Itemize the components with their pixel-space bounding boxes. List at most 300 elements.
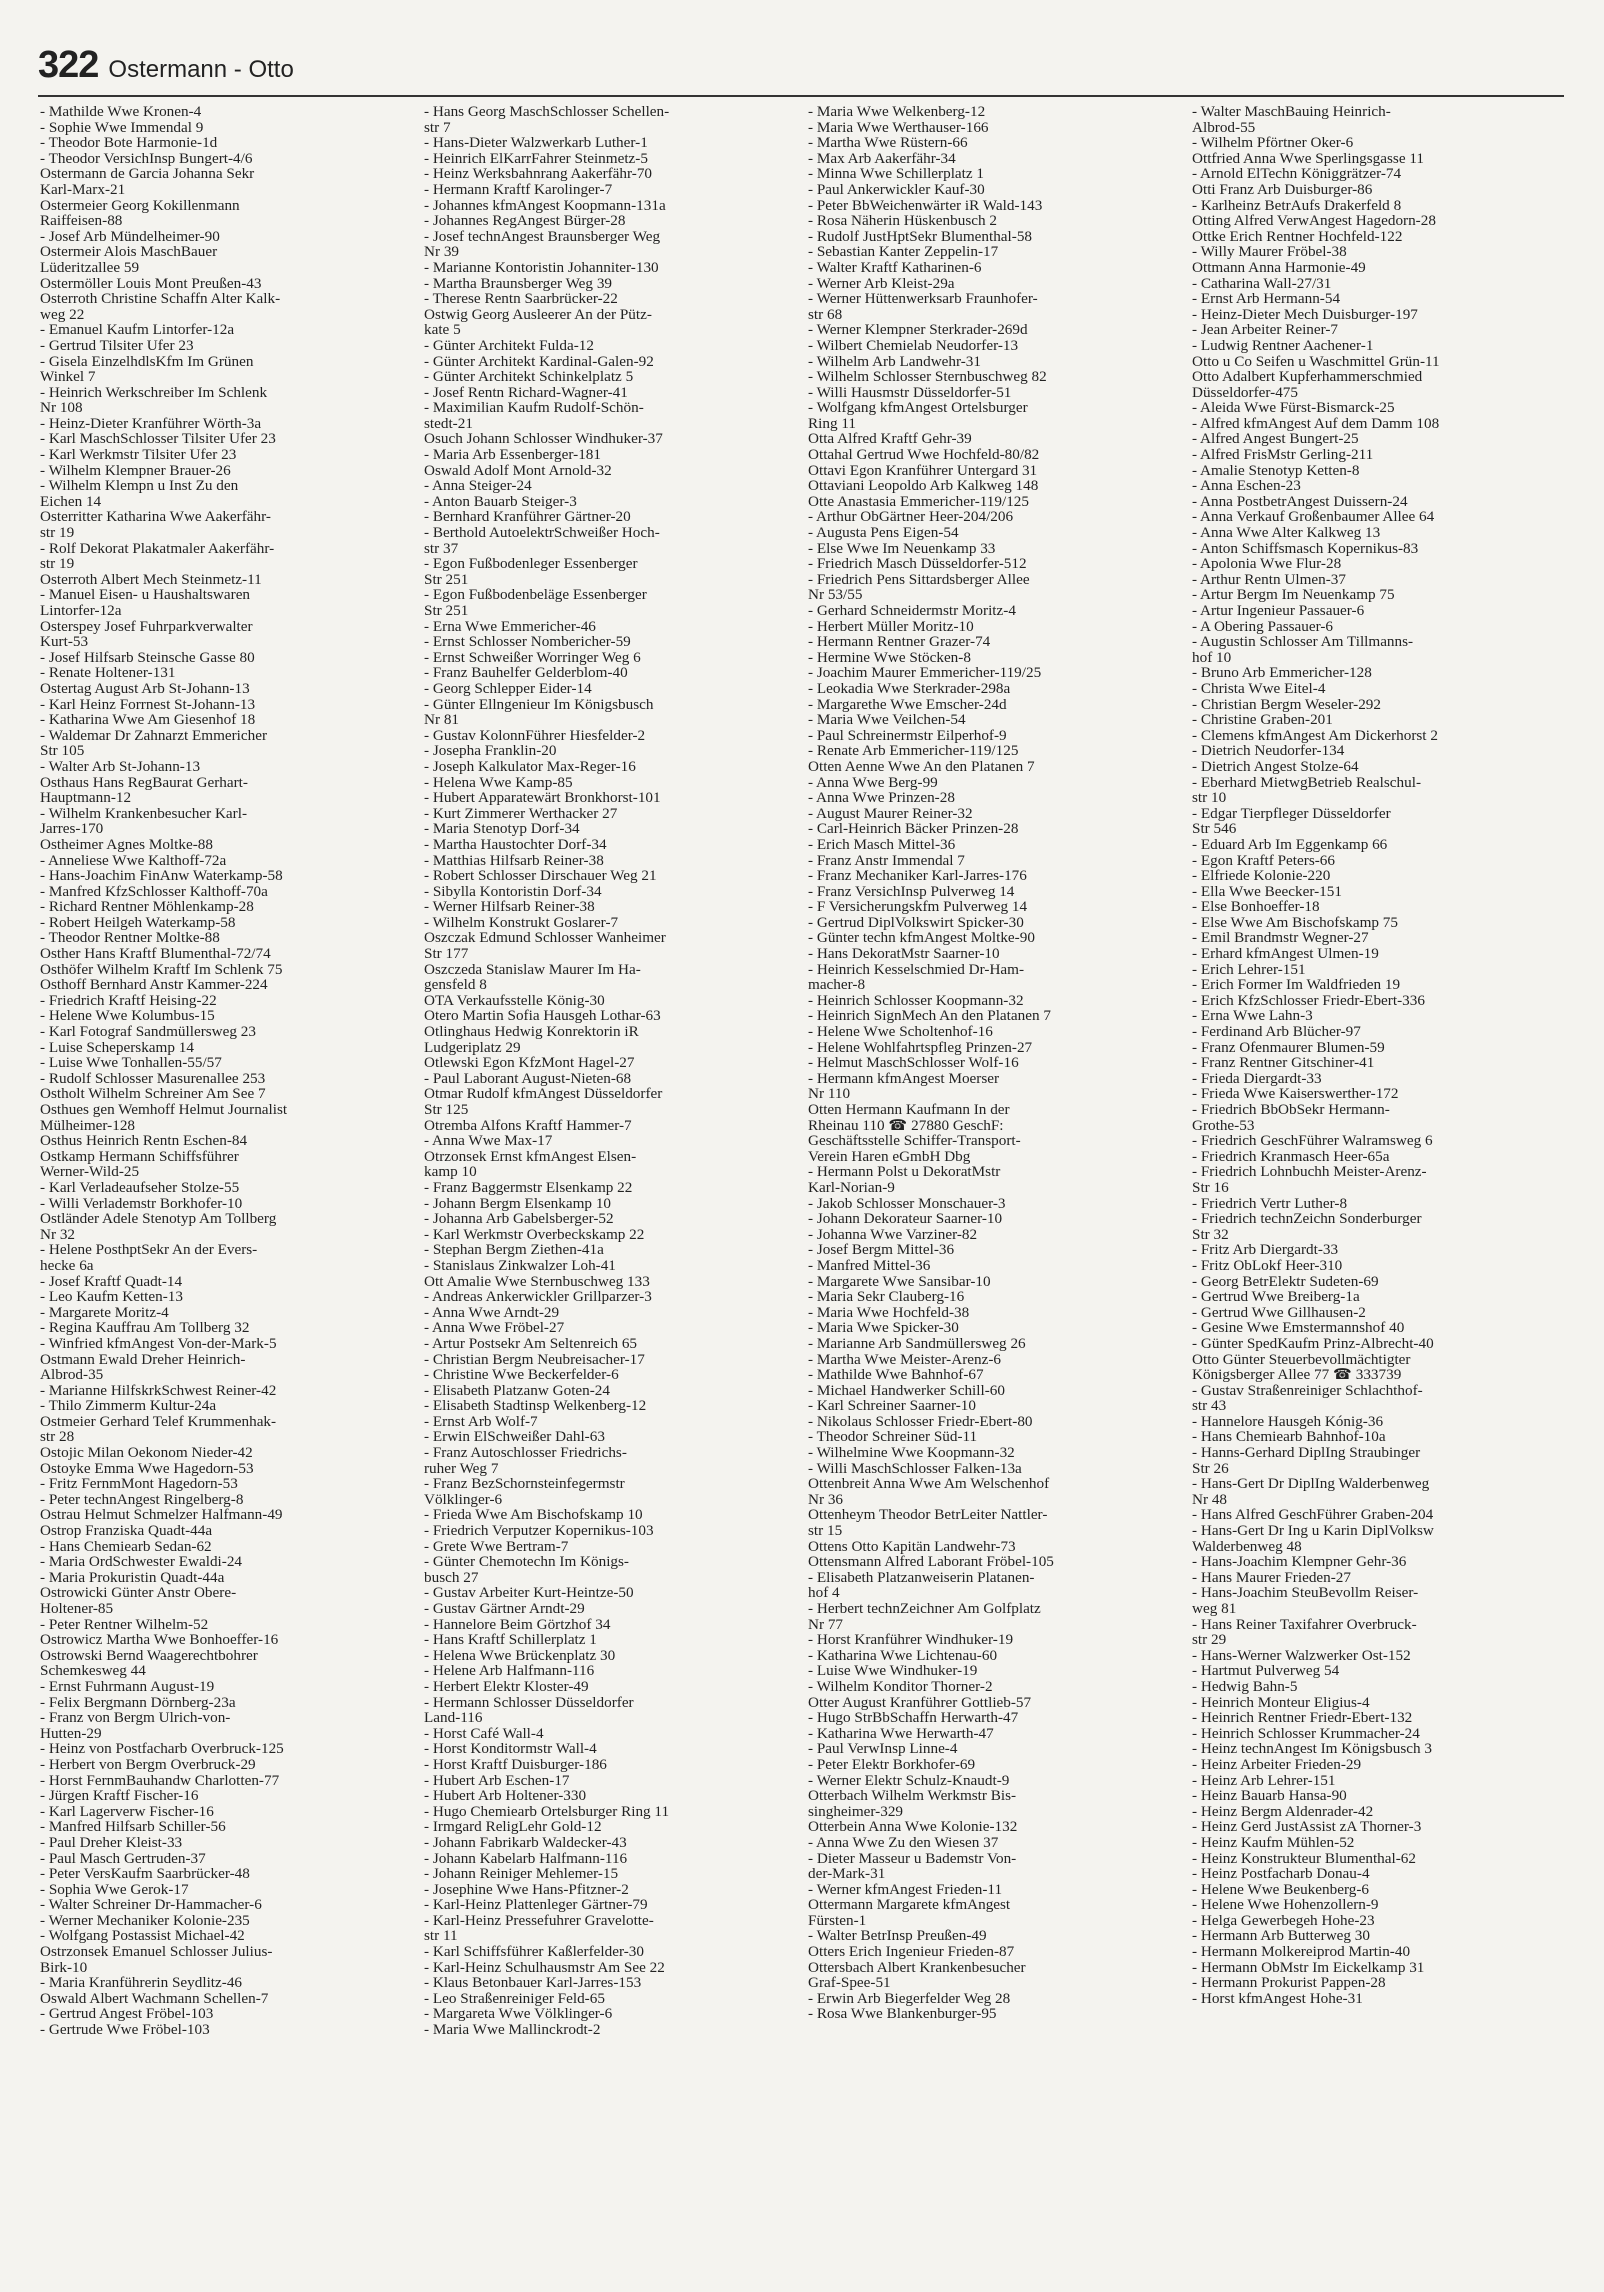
- directory-entry: - Theodor Bote Harmonie-1d: [40, 135, 218, 151]
- directory-entry: - Helene Wwe Scholtenhof-16: [808, 1024, 993, 1040]
- directory-entry: - Horst kfmAngest Hohe-31: [1192, 1990, 1363, 2007]
- directory-entry: Winkel 7: [40, 369, 96, 385]
- directory-entry: - Günter techn kfmAngest Moltke-90: [808, 930, 1035, 947]
- directory-entry: - Helene Wwe Beukenberg-6: [1192, 1881, 1369, 1898]
- directory-entry: Osterritter Katharina Wwe Aakerfähr-: [40, 509, 271, 526]
- directory-entry: Geschäftsstelle Schiffer-Transport-: [808, 1133, 1021, 1149]
- directory-entry: hof 4: [808, 1585, 840, 1601]
- directory-entry: - Herbert Müller Moritz-10: [808, 618, 974, 635]
- directory-entry: - Jürgen Kraftf Fischer-16: [40, 1788, 199, 1804]
- directory-entry: - Sibylla Kontoristin Dorf-34: [424, 883, 602, 900]
- directory-entry: - Manfred Hilfsarb Schiller-56: [40, 1819, 226, 1835]
- directory-entry: - Walter Schreiner Dr-Hammacher-6: [40, 1897, 262, 1913]
- directory-entry: Werner-Wild-25: [40, 1164, 140, 1180]
- directory-entry: - Gerhard Schneidermstr Moritz-4: [808, 603, 1016, 619]
- directory-entry: Ostrowicki Günter Anstr Obere-: [40, 1585, 237, 1601]
- directory-entry: - Hans-Dieter Walzwerkarb Luther-1: [424, 135, 648, 151]
- directory-entry: - Erhard kfmAngest Ulmen-19: [1192, 946, 1379, 962]
- directory-entry: - Hartmut Pulverweg 54: [1192, 1663, 1340, 1679]
- directory-entry: - Heinz Kaufm Mühlen-52: [1192, 1834, 1355, 1851]
- directory-entry: - Willi MaschSchlosser Falken-13a: [808, 1460, 1022, 1477]
- directory-entry: Ottfried Anna Wwe Sperlingsgasse 11: [1192, 150, 1424, 167]
- directory-entry: Str 105: [40, 743, 85, 759]
- directory-entry: - Friedrich BbObSekr Hermann-: [1192, 1102, 1390, 1118]
- directory-entry: - Frieda Wwe Kaiserswerther-172: [1192, 1086, 1399, 1102]
- directory-entry: weg 22: [40, 306, 85, 323]
- directory-entry: - Rolf Dekorat Plakatmaler Aakerfähr-: [40, 540, 275, 557]
- directory-entry: macher-8: [808, 977, 866, 993]
- directory-entry: - Peter technAngest Ringelberg-8: [40, 1491, 244, 1508]
- directory-entry: Str 125: [424, 1102, 469, 1118]
- directory-entry: Hauptmann-12: [40, 790, 132, 806]
- directory-entry: - Robert Heilgeh Waterkamp-58: [40, 914, 236, 931]
- directory-entry: Ostrowicz Martha Wwe Bonhoeffer-16: [40, 1632, 279, 1648]
- directory-entry: busch 27: [424, 1569, 479, 1586]
- directory-entry: - Willy Maurer Fröbel-38: [1192, 244, 1347, 260]
- directory-entry: Eichen 14: [40, 493, 102, 510]
- directory-entry: - Leo Straßenreiniger Feld-65: [424, 1990, 605, 2007]
- directory-entry: gensfeld 8: [424, 977, 487, 993]
- directory-entry: - Gertrud Angest Fröbel-103: [40, 2006, 214, 2023]
- directory-entry: - Theodor Schreiner Süd-11: [808, 1429, 978, 1446]
- directory-entry: - Josef technAngest Braunsberger Weg: [424, 228, 661, 245]
- directory-entry: - August Maurer Reiner-32: [808, 805, 973, 822]
- directory-entry: - Anna Wwe Zu den Wiesen 37: [808, 1834, 999, 1851]
- directory-entry: - Frieda Wwe Am Bischofskamp 10: [424, 1507, 643, 1524]
- directory-entry: - Joseph Kalkulator Max-Reger-16: [424, 758, 636, 775]
- directory-entry: str 19: [40, 556, 75, 572]
- directory-entry: - Erich Masch Mittel-36: [808, 836, 956, 853]
- directory-entry: - Josef Kraftf Quadt-14: [40, 1273, 183, 1290]
- directory-entry: - Karlheinz BetrAufs Drakerfeld 8: [1192, 197, 1402, 214]
- directory-entry: - Anna PostbetrAngest Duissern-24: [1192, 493, 1408, 510]
- column-3: [808, 104, 1170, 2022]
- directory-entry: - Franz BezSchornsteinfegermstr: [424, 1476, 625, 1492]
- directory-entry: - Erna Wwe Lahn-3: [1192, 1008, 1313, 1025]
- directory-entry: - Anna Wwe Arndt-29: [424, 1304, 560, 1321]
- directory-entry: - Fritz FernmMont Hagedorn-53: [40, 1476, 238, 1492]
- directory-entry: - Martha Haustochter Dorf-34: [424, 836, 607, 853]
- directory-entry: - Walter BetrInsp Preußen-49: [808, 1928, 987, 1945]
- directory-entry: - Ferdinand Arb Blücher-97: [1192, 1024, 1361, 1040]
- directory-entry: - Wilhelm Klempner Brauer-26: [40, 462, 231, 479]
- directory-entry: Ostertag August Arb St-Johann-13: [40, 680, 250, 697]
- directory-entry: - Margareta Wwe Völklinger-6: [424, 2006, 613, 2023]
- header-rule: [38, 95, 1564, 97]
- directory-entry: - Felix Bergmann Dörnberg-23a: [40, 1694, 236, 1711]
- directory-entry: - Apolonia Wwe Flur-28: [1192, 556, 1342, 572]
- directory-entry: - Manuel Eisen- u Haushaltswaren: [40, 587, 251, 603]
- directory-entry: - Dietrich Neudorfer-134: [1192, 743, 1345, 759]
- directory-entry: - Arthur Rentn Ulmen-37: [1192, 571, 1346, 588]
- directory-entry: - Karl Heinz Forrnest St-Johann-13: [40, 696, 256, 713]
- directory-entry: - Hans Chemiearb Bahnhof-10a: [1192, 1429, 1386, 1446]
- directory-entry: - Werner Elektr Schulz-Knaudt-9: [808, 1772, 1010, 1789]
- directory-entry: Osthöfer Wilhelm Kraftf Im Schlenk 75: [40, 961, 283, 978]
- directory-entry: - Helga Gewerbegeh Hohe-23: [1192, 1912, 1375, 1929]
- directory-entry: - Friedrich Verputzer Kopernikus-103: [424, 1523, 654, 1539]
- directory-entry: Nr 32: [40, 1226, 76, 1243]
- directory-entry: kamp 10: [424, 1164, 477, 1180]
- directory-entry: - Gustav Gärtner Arndt-29: [424, 1601, 585, 1617]
- directory-entry: - Heinrich Monteur Eligius-4: [1192, 1694, 1370, 1711]
- directory-entry: Birk-10: [40, 1959, 88, 1976]
- directory-entry: Nr 48: [1192, 1491, 1228, 1508]
- directory-entry: - Maria Prokuristin Quadt-44a: [40, 1569, 225, 1586]
- directory-entry: - Arthur ObGärtner Heer-204/206: [808, 509, 1014, 526]
- directory-entry: - Karl-Heinz Plattenleger Gärtner-79: [424, 1897, 648, 1913]
- directory-entry: Otter August Kranführer Gottlieb-57: [808, 1694, 1032, 1711]
- directory-entry: - Heinz-Dieter Mech Duisburger-197: [1192, 306, 1418, 323]
- directory-entry: - Regina Kauffrau Am Tollberg 32: [40, 1320, 250, 1336]
- directory-entry: - Mathilde Wwe Kronen-4: [40, 104, 202, 120]
- directory-entry: - Therese Rentn Saarbrücker-22: [424, 291, 618, 307]
- directory-entry: Otten Aenne Wwe An den Platanen 7: [808, 758, 1035, 775]
- directory-entry: Otlewski Egon KfzMont Hagel-27: [424, 1055, 635, 1071]
- directory-entry: str 68: [808, 306, 843, 323]
- directory-entry: - Emanuel Kaufm Lintorfer-12a: [40, 322, 235, 338]
- directory-entry: Otterbein Anna Wwe Kolonie-132: [808, 1819, 1018, 1835]
- page-header: [38, 44, 1564, 90]
- directory-entry: - Robert Schlosser Dirschauer Weg 21: [424, 868, 657, 884]
- directory-entry: Ostermeier Georg Kokillenmann: [40, 197, 240, 214]
- directory-entry: - Ludwig Rentner Aachener-1: [1192, 337, 1374, 354]
- directory-entry: Ottahal Gertrud Wwe Hochfeld-80/82: [808, 447, 1040, 463]
- directory-entry: - Hubert Arb Eschen-17: [424, 1772, 570, 1789]
- directory-entry: Otti Franz Arb Duisburger-86: [1192, 181, 1373, 198]
- directory-entry: - Erich Lehrer-151: [1192, 961, 1306, 978]
- directory-entry: Nr 108: [40, 400, 83, 416]
- directory-entry: Rheinau 110 ☎ 27880 GeschF:: [808, 1117, 1004, 1134]
- directory-entry: - Paul VerwInsp Linne-4: [808, 1741, 958, 1757]
- directory-entry: - Helene PosthptSekr An der Evers-: [40, 1242, 258, 1258]
- directory-entry: - Georg BetrElektr Sudeten-69: [1192, 1273, 1379, 1290]
- directory-entry: - Christine Wwe Beckerfelder-6: [424, 1367, 619, 1383]
- directory-entry: - Egon Kraftf Peters-66: [1192, 852, 1335, 869]
- directory-entry: - Leo Kaufm Ketten-13: [40, 1289, 183, 1305]
- directory-entry: - Irmgard ReligLehr Gold-12: [424, 1819, 602, 1835]
- directory-entry: - Renate Arb Emmericher-119/125: [808, 743, 1019, 759]
- directory-entry: stedt-21: [424, 415, 473, 432]
- directory-entry: - Artur Postsekr Am Seltenreich 65: [424, 1335, 638, 1352]
- directory-entry: Otmar Rudolf kfmAngest Düsseldorfer: [424, 1086, 663, 1102]
- directory-entry: - Hanns-Gerhard DiplIng Straubinger: [1192, 1445, 1421, 1461]
- directory-entry: Ostmeier Gerhard Telef Krummenhak-: [40, 1413, 277, 1430]
- directory-entry: Völklinger-6: [424, 1491, 503, 1508]
- directory-entry: - Hugo Chemiearb Ortelsburger Ring 11: [424, 1803, 670, 1820]
- directory-entry: - Johanna Arb Gabelsberger-52: [424, 1211, 614, 1227]
- directory-entry: - Horst Kranführer Windhuker-19: [808, 1632, 1014, 1648]
- directory-entry: Ottens Otto Kapitän Landwehr-73: [808, 1538, 1016, 1555]
- directory-entry: hecke 6a: [40, 1257, 94, 1274]
- directory-entry: Ostojic Milan Oekonom Nieder-42: [40, 1445, 253, 1461]
- directory-entry: - Helena Wwe Brückenplatz 30: [424, 1647, 616, 1664]
- directory-entry: Nr 77: [808, 1616, 844, 1633]
- directory-entry: - Paul Ankerwickler Kauf-30: [808, 181, 985, 198]
- directory-entry: Land-116: [424, 1710, 483, 1726]
- directory-entry: - Franz Rentner Gitschiner-41: [1192, 1055, 1375, 1071]
- directory-entry: Nr 110: [808, 1086, 851, 1102]
- directory-entry: - Wilhelm Krankenbesucher Karl-: [40, 805, 248, 822]
- directory-entry: - Karl-Heinz Schulhausmstr Am See 22: [424, 1959, 665, 1976]
- directory-entry: - Manfred KfzSchlosser Kalthoff-70a: [40, 883, 268, 900]
- directory-entry: - Luise Wwe Tonhallen-55/57: [40, 1055, 222, 1071]
- directory-entry: str 28: [40, 1429, 75, 1446]
- directory-entry: - Eberhard MietwgBetrieb Realschul-: [1192, 774, 1421, 791]
- directory-entry: - Günter Chemotechn Im Königs-: [424, 1554, 629, 1570]
- directory-entry: - Marianne Kontoristin Johanniter-130: [424, 259, 659, 276]
- directory-entry: - Hans Georg MaschSchlosser Schellen-: [424, 104, 670, 120]
- directory-entry: - Emil Brandmstr Wegner-27: [1192, 930, 1369, 947]
- page-range: Ostermann - Otto: [108, 56, 294, 83]
- directory-entry: Otters Erich Ingenieur Frieden-87: [808, 1944, 1015, 1960]
- directory-entry: Osthus Heinrich Rentn Eschen-84: [40, 1133, 248, 1149]
- directory-entry: - Luise Wwe Windhuker-19: [808, 1663, 978, 1679]
- directory-entry: - Anneliese Wwe Kalthoff-72a: [40, 852, 227, 869]
- directory-entry: - Else Wwe Im Neuenkamp 33: [808, 540, 996, 557]
- directory-entry: - Horst Kraftf Duisburger-186: [424, 1756, 607, 1773]
- directory-entry: - Anton Bauarb Steiger-3: [424, 493, 577, 510]
- directory-entry: - Mathilde Wwe Bahnhof-67: [808, 1367, 984, 1383]
- directory-entry: - Maria OrdSchwester Ewaldi-24: [40, 1554, 243, 1570]
- directory-entry: - Werner Mechaniker Kolonie-235: [40, 1912, 250, 1929]
- directory-entry: - Heinz Konstrukteur Blumenthal-62: [1192, 1850, 1416, 1867]
- directory-entry: - Heinrich ElKarrFahrer Steinmetz-5: [424, 150, 648, 167]
- directory-entry: Ostrop Franziska Quadt-44a: [40, 1523, 213, 1539]
- directory-entry: - Werner kfmAngest Frieden-11: [808, 1881, 1003, 1898]
- directory-entry: - Ernst Schlosser Nombericher-59: [424, 634, 631, 650]
- directory-entry: Nr 53/55: [808, 587, 863, 603]
- directory-entry: - Artur Ingenieur Passauer-6: [1192, 603, 1365, 619]
- directory-entry: - Heinz technAngest Im Königsbusch 3: [1192, 1741, 1432, 1757]
- directory-entry: - Peter Elektr Borkhofer-69: [808, 1756, 976, 1773]
- directory-entry: - Andreas Ankerwickler Grillparzer-3: [424, 1289, 652, 1305]
- directory-entry: - Winfried kfmAngest Von-der-Mark-5: [40, 1335, 277, 1352]
- directory-entry: - Renate Holtener-131: [40, 665, 176, 681]
- directory-entry: - Franz von Bergm Ulrich-von-: [40, 1710, 231, 1726]
- directory-entry: - Heinz von Postfacharb Overbruck-125: [40, 1741, 284, 1757]
- directory-entry: - Peter BbWeichenwärter iR Wald-143: [808, 197, 1043, 214]
- directory-entry: - Margarethe Wwe Emscher-24d: [808, 696, 1007, 713]
- directory-entry: Ottenheym Theodor BetrLeiter Nattler-: [808, 1507, 1048, 1524]
- directory-entry: - Werner Hüttenwerksarb Fraunhofer-: [808, 291, 1038, 307]
- directory-entry: - Heinrich Schlosser Koopmann-32: [808, 992, 1024, 1009]
- directory-entry: - Margarete Moritz-4: [40, 1304, 169, 1321]
- directory-entry: - Stanislaus Zinkwalzer Loh-41: [424, 1257, 616, 1274]
- directory-entry: - Gisela EinzelhdlsKfm Im Grünen: [40, 353, 254, 370]
- directory-entry: - Wilhelm Konstrukt Goslarer-7: [424, 914, 619, 931]
- directory-entry: - Franz Mechaniker Karl-Jarres-176: [808, 868, 1027, 884]
- directory-entry: - Heinz Arb Lehrer-151: [1192, 1772, 1336, 1789]
- directory-entry: Karl-Marx-21: [40, 181, 126, 198]
- directory-entry: - A Obering Passauer-6: [1192, 618, 1333, 635]
- directory-entry: Otta Alfred Kraftf Gehr-39: [808, 431, 972, 448]
- directory-entry: Otte Anastasia Emmericher-119/125: [808, 493, 1029, 510]
- directory-entry: Walderbenweg 48: [1192, 1538, 1302, 1555]
- directory-entry: Ostrzonsek Emanuel Schlosser Julius-: [40, 1944, 273, 1960]
- directory-entry: Ostermann de Garcia Johanna Sekr: [40, 166, 255, 182]
- directory-entry: - Horst FernmBauhandw Charlotten-77: [40, 1772, 280, 1789]
- directory-entry: - Horst Konditormstr Wall-4: [424, 1741, 597, 1757]
- directory-entry: - Herbert technZeichner Am Golfplatz: [808, 1601, 1041, 1617]
- directory-entry: - Christian Bergm Weseler-292: [1192, 696, 1381, 713]
- directory-entry: - Josef Hilfsarb Steinsche Gasse 80: [40, 649, 255, 666]
- directory-entry: - Joachim Maurer Emmericher-119/25: [808, 665, 1042, 681]
- directory-entry: - Johann Reiniger Mehlemer-15: [424, 1866, 619, 1882]
- directory-entry: - Werner Hilfsarb Reiner-38: [424, 899, 595, 915]
- directory-entry: Otterbach Wilhelm Werkmstr Bis-: [808, 1788, 1017, 1804]
- directory-entry: - Helmut MaschSchlosser Wolf-16: [808, 1055, 1019, 1071]
- directory-entry: - Heinrich Werkschreiber Im Schlenk: [40, 384, 268, 401]
- directory-entry: - Aleida Wwe Fürst-Bismarck-25: [1192, 400, 1395, 416]
- directory-entry: - Hannelore Beim Görtzhof 34: [424, 1616, 611, 1633]
- directory-entry: - Anna Wwe Prinzen-28: [808, 790, 955, 806]
- directory-entry: - Horst Café Wall-4: [424, 1725, 544, 1742]
- directory-entry: Lüderitzallee 59: [40, 259, 140, 276]
- directory-entry: - Franz VersichInsp Pulverweg 14: [808, 883, 1015, 900]
- directory-entry: Ostholt Wilhelm Schreiner Am See 7: [40, 1086, 266, 1102]
- directory-entry: - Johannes kfmAngest Koopmann-131a: [424, 197, 666, 214]
- directory-entry: - Dietrich Angest Stolze-64: [1192, 758, 1359, 775]
- directory-entry: str 10: [1192, 790, 1227, 806]
- directory-entry: - Berthold AutoelektrSchweißer Hoch-: [424, 525, 660, 541]
- directory-entry: - Walter Kraftf Katharinen-6: [808, 259, 982, 276]
- directory-entry: - Heinz-Dieter Kranführer Wörth-3a: [40, 415, 262, 432]
- directory-entry: Ostoyke Emma Wwe Hagedorn-53: [40, 1460, 254, 1477]
- directory-entry: - Nikolaus Schlosser Friedr-Ebert-80: [808, 1413, 1033, 1430]
- directory-entry: - Franz Bauhelfer Gelderblom-40: [424, 665, 628, 681]
- directory-entry: str 7: [424, 119, 451, 136]
- directory-entry: - Hermann Kraftf Karolinger-7: [424, 181, 613, 198]
- directory-entry: - Paul Dreher Kleist-33: [40, 1834, 183, 1851]
- directory-entry: str 43: [1192, 1398, 1227, 1414]
- directory-entry: Kurt-53: [40, 634, 89, 650]
- directory-entry: OTA Verkaufsstelle König-30: [424, 992, 605, 1009]
- directory-entry: Ott Amalie Wwe Sternbuschweg 133: [424, 1273, 650, 1290]
- directory-entry: - Anna Wwe Alter Kalkweg 13: [1192, 525, 1381, 541]
- directory-entry: - Augustin Schlosser Am Tillmanns-: [1192, 634, 1414, 650]
- directory-entry: - Ernst Schweißer Worringer Weg 6: [424, 649, 641, 666]
- directory-entry: - Günter Ellngenieur Im Königsbusch: [424, 696, 654, 713]
- directory-entry: - Grete Wwe Bertram-7: [424, 1538, 569, 1555]
- directory-entry: - Wolfgang kfmAngest Ortelsburger: [808, 400, 1028, 416]
- directory-entry: Oswald Adolf Mont Arnold-32: [424, 462, 612, 479]
- directory-entry: Str 26: [1192, 1460, 1229, 1477]
- directory-entry: - Maria Kranführerin Seydlitz-46: [40, 1975, 243, 1991]
- directory-entry: Ottermann Margarete kfmAngest: [808, 1897, 1011, 1913]
- directory-entry: - Maria Sekr Clauberg-16: [808, 1289, 965, 1305]
- directory-entry: - Maria Arb Essenberger-181: [424, 447, 601, 463]
- directory-entry: - Theodor Rentner Moltke-88: [40, 930, 220, 947]
- directory-entry: - Hermann Polst u DekoratMstr: [808, 1164, 1001, 1180]
- directory-entry: - Karl Werkmstr Tilsiter Ufer 23: [40, 447, 237, 463]
- directory-entry: - Peter VersKaufm Saarbrücker-48: [40, 1866, 250, 1882]
- directory-entry: Ostheimer Agnes Moltke-88: [40, 836, 213, 853]
- directory-entry: - Walter MaschBauing Heinrich-: [1192, 104, 1391, 120]
- directory-entry: - Elisabeth Platzanw Goten-24: [424, 1382, 610, 1399]
- directory-entry: - Erna Wwe Emmericher-46: [424, 618, 596, 635]
- directory-entry: - Hans-Joachim Klempner Gehr-36: [1192, 1554, 1407, 1570]
- directory-entry: - Maria Wwe Mallinckrodt-2: [424, 2022, 601, 2038]
- directory-entry: Ostermöller Louis Mont Preußen-43: [40, 275, 262, 292]
- column-4: [1192, 104, 1554, 2006]
- directory-entry: - Hermann Molkereiprod Martin-40: [1192, 1944, 1411, 1960]
- directory-entry: - Rosa Wwe Blankenburger-95: [808, 2006, 997, 2023]
- directory-entry: Ludgeriplatz 29: [424, 1039, 521, 1056]
- directory-entry: - Günter Architekt Fulda-12: [424, 337, 594, 354]
- directory-entry: Otting Alfred VerwAngest Hagedorn-28: [1192, 213, 1436, 229]
- directory-entry: - Josef Arb Mündelheimer-90: [40, 228, 220, 245]
- directory-entry: - Josephine Wwe Hans-Pfitzner-2: [424, 1881, 629, 1898]
- directory-entry: - Franz Ofenmaurer Blumen-59: [1192, 1039, 1385, 1056]
- directory-entry: - Wilhelm Schlosser Sternbuschweg 82: [808, 369, 1047, 385]
- directory-entry: - Michael Handwerker Schill-60: [808, 1382, 1005, 1399]
- directory-entry: - Wilhelmine Wwe Koopmann-32: [808, 1445, 1015, 1461]
- directory-entry: - Karl-Heinz Pressefuhrer Gravelotte-: [424, 1912, 654, 1929]
- directory-entry: - Friedrich Pens Sittardsberger Allee: [808, 571, 1030, 588]
- directory-entry: Mülheimer-128: [40, 1117, 136, 1134]
- directory-entry: - Karl MaschSchlosser Tilsiter Ufer 23: [40, 431, 276, 448]
- directory-entry: - Helene Wohlfahrtspfleg Prinzen-27: [808, 1039, 1033, 1056]
- directory-entry: - Paul Laborant August-Nieten-68: [424, 1070, 632, 1087]
- directory-entry: str 19: [40, 525, 75, 541]
- directory-entry: - Josepha Franklin-20: [424, 743, 557, 759]
- directory-entry: - Hans Alfred GeschFührer Graben-204: [1192, 1507, 1434, 1524]
- directory-entry: - Karl Schiffsführer Kaßlerfelder-30: [424, 1944, 644, 1960]
- directory-entry: str 29: [1192, 1632, 1227, 1648]
- directory-entry: Oszczeda Stanislaw Maurer Im Ha-: [424, 961, 641, 978]
- directory-entry: - Martha Wwe Meister-Arenz-6: [808, 1351, 1001, 1368]
- directory-entry: - Hans-Gert Dr DiplIng Walderbenweg: [1192, 1476, 1430, 1492]
- directory-entry: - Friedrich Masch Düsseldorfer-512: [808, 556, 1027, 572]
- directory-entry: - Paul Masch Gertruden-37: [40, 1850, 206, 1867]
- directory-entry: - Maximilian Kaufm Rudolf-Schön-: [424, 400, 644, 416]
- directory-entry: Str 251: [424, 603, 469, 619]
- directory-entry: Ottenbreit Anna Wwe Am Welschenhof: [808, 1476, 1050, 1492]
- directory-entry: - Carl-Heinrich Bäcker Prinzen-28: [808, 821, 1019, 837]
- directory-entry: - Johann Kabelarb Halfmann-116: [424, 1850, 628, 1867]
- directory-entry: - Gesine Wwe Emstermannshof 40: [1192, 1320, 1405, 1336]
- directory-entry: Str 177: [424, 946, 469, 962]
- directory-entry: - Arnold ElTechn Königgrätzer-74: [1192, 166, 1402, 182]
- column-2: [424, 104, 786, 2038]
- directory-entry: - Heinrich Kesselschmied Dr-Ham-: [808, 961, 1025, 978]
- directory-entry: - Alfred kfmAngest Auf dem Damm 108: [1192, 415, 1440, 432]
- directory-entry: - Hans DekoratMstr Saarner-10: [808, 946, 1000, 962]
- directory-entry: - Bernhard Kranführer Gärtner-20: [424, 509, 631, 526]
- directory-entry: Holtener-85: [40, 1601, 114, 1617]
- directory-entry: - Luise Scheperskamp 14: [40, 1039, 194, 1056]
- directory-entry: - Friedrich technZeichn Sonderburger: [1192, 1211, 1422, 1227]
- directory-entry: - Jean Arbeiter Reiner-7: [1192, 322, 1339, 338]
- directory-entry: - Maria Wwe Hochfeld-38: [808, 1304, 970, 1321]
- directory-entry: - Karl Fotograf Sandmüllersweg 23: [40, 1024, 256, 1040]
- directory-entry: - Gertrud Wwe Gillhausen-2: [1192, 1304, 1366, 1321]
- directory-entry: - Frieda Diergardt-33: [1192, 1070, 1322, 1087]
- directory-entry: - Fritz Arb Diergardt-33: [1192, 1242, 1339, 1258]
- directory-entry: Hutten-29: [40, 1725, 102, 1742]
- directory-entry: - Wilhelm Konditor Thorner-2: [808, 1678, 993, 1695]
- directory-entry: - Helene Wwe Hohenzollern-9: [1192, 1897, 1379, 1913]
- directory-entry: - Elfriede Kolonie-220: [1192, 868, 1331, 884]
- directory-entry: - Gustav Arbeiter Kurt-Heintze-50: [424, 1585, 634, 1601]
- directory-entry: Ostermeir Alois MaschBauer: [40, 244, 218, 260]
- directory-entry: - Anna Wwe Berg-99: [808, 774, 938, 791]
- directory-entry: - Margarete Wwe Sansibar-10: [808, 1273, 991, 1290]
- directory-entry: Ostmann Ewald Dreher Heinrich-: [40, 1351, 246, 1368]
- directory-entry: Otlinghaus Hedwig Konrektorin iR: [424, 1024, 639, 1040]
- directory-entry: - Karl Verladeaufseher Stolze-55: [40, 1179, 240, 1196]
